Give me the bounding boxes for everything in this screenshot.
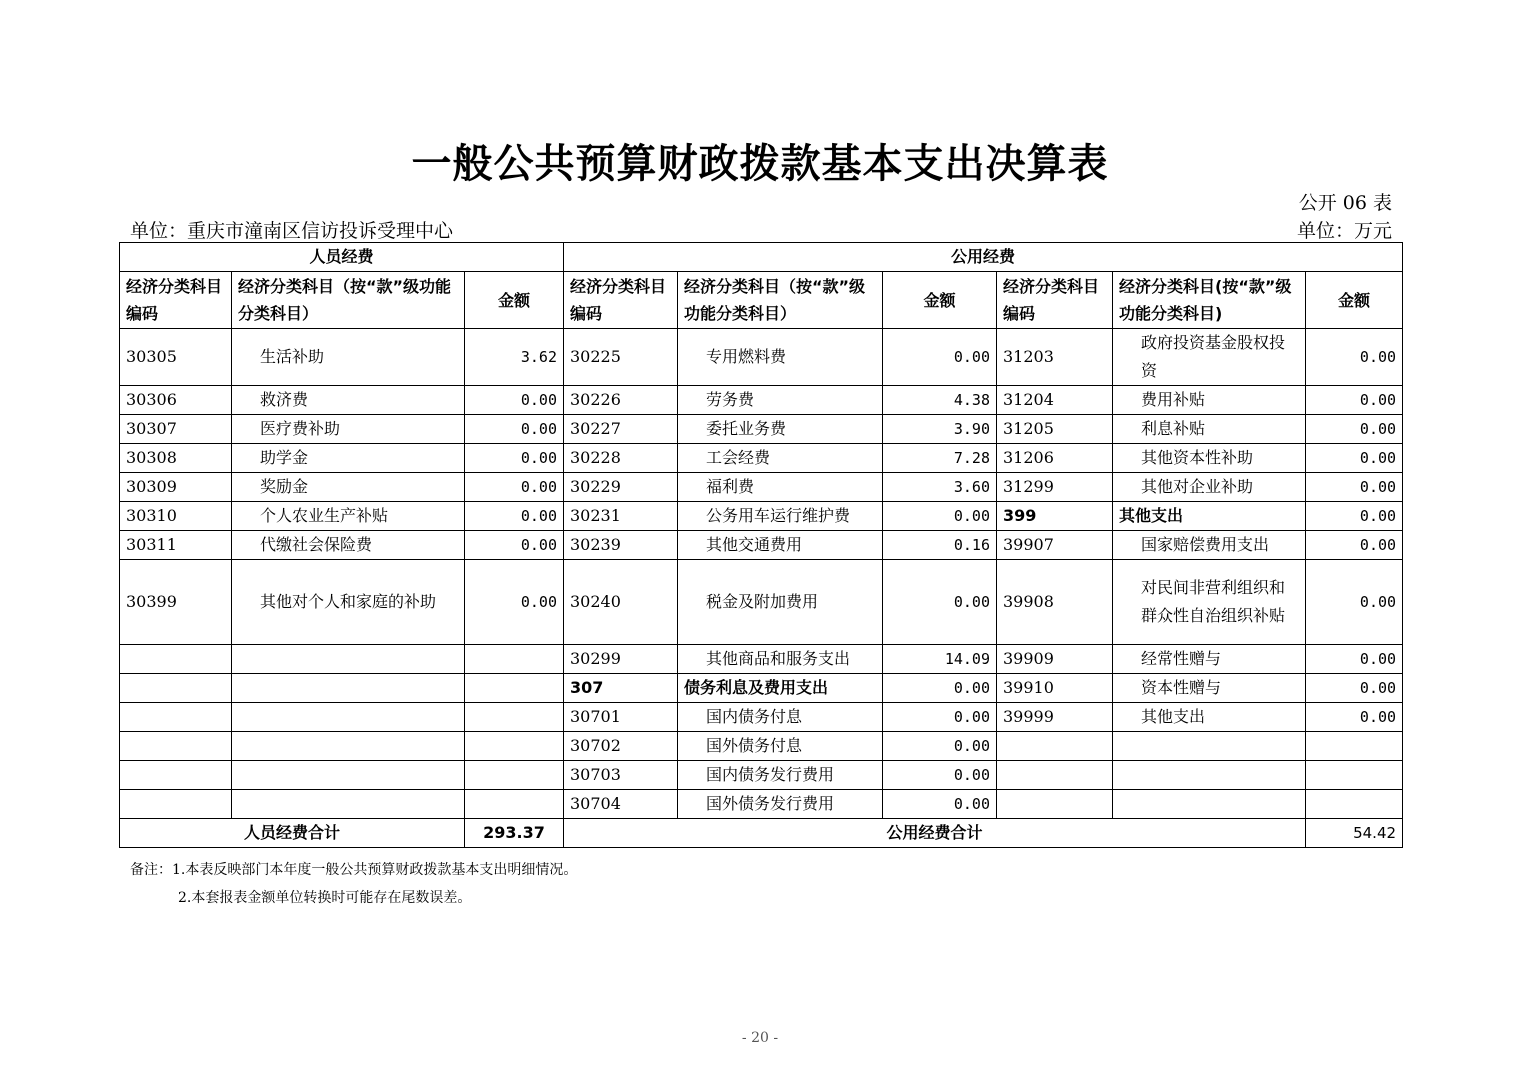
table-row [120,732,1403,761]
name-cell: 个人农业生产补贴 [232,502,465,531]
amount-cell [1306,790,1403,819]
personnel-total-amount: 293.37 [465,819,564,848]
name-cell: 助学金 [232,444,465,473]
code-cell: 30299 [564,645,678,674]
code-cell: 30702 [564,732,678,761]
amount-cell: 0.00 [883,502,997,531]
public-total-label: 公用经费合计 [564,819,1306,848]
name-cell: 经常性赠与 [1113,645,1306,674]
amount-cell: 0.00 [883,703,997,732]
code-cell [997,790,1113,819]
page-number: - 20 - [741,1030,779,1046]
name-cell: 对民间非营利组织和群众性自治组织补贴 [1113,560,1306,645]
personnel-total-label: 人员经费合计 [120,819,465,848]
code-cell: 30311 [120,531,232,560]
column-header-row [120,272,1403,329]
amount-cell: 3.90 [883,415,997,444]
amount-cell: 0.00 [465,473,564,502]
public-total-amount: 54.42 [1306,819,1403,848]
code-cell: 31206 [997,444,1113,473]
amount-cell: 0.00 [883,560,997,645]
amount-cell: 0.00 [1306,531,1403,560]
name-cell: 奖励金 [232,473,465,502]
amount-cell: 0.00 [1306,674,1403,703]
code-cell: 31204 [997,386,1113,415]
code-cell [120,790,232,819]
name-cell: 其他支出 [1113,703,1306,732]
code-cell: 39999 [997,703,1113,732]
amount-cell [465,732,564,761]
name-cell: 税金及附加费用 [678,560,883,645]
total-row [120,819,1403,848]
amount-cell: 0.00 [883,674,997,703]
code-cell: 30308 [120,444,232,473]
amount-cell: 14.09 [883,645,997,674]
name-cell: 代缴社会保险费 [232,531,465,560]
name-cell: 国内债务付息 [678,703,883,732]
code-cell [120,645,232,674]
table-row [120,531,1403,560]
code-cell: 30305 [120,329,232,386]
amount-cell: 3.62 [465,329,564,386]
notes [130,856,577,912]
code-cell: 39908 [997,560,1113,645]
name-cell: 利息补贴 [1113,415,1306,444]
code-cell: 31299 [997,473,1113,502]
name-cell: 其他对企业补助 [1113,473,1306,502]
amount-cell [465,761,564,790]
table-row [120,415,1403,444]
code-cell: 30704 [564,790,678,819]
code-cell: 30703 [564,761,678,790]
name-cell: 资本性赠与 [1113,674,1306,703]
code-cell: 30231 [564,502,678,531]
group-header-row [120,243,1403,272]
code-cell: 30228 [564,444,678,473]
header-name: 经济分类科目(按“款”级功能分类科目) [1113,272,1306,329]
name-cell: 其他对个人和家庭的补助 [232,560,465,645]
amount-cell [1306,732,1403,761]
name-cell: 国外债务付息 [678,732,883,761]
name-cell: 委托业务费 [678,415,883,444]
amount-cell: 0.00 [883,761,997,790]
code-cell: 30307 [120,415,232,444]
amount-cell [465,645,564,674]
group-personnel: 人员经费 [120,243,564,272]
code-cell: 30225 [564,329,678,386]
name-cell: 公务用车运行维护费 [678,502,883,531]
amount-cell: 0.00 [1306,473,1403,502]
amount-cell: 0.00 [883,732,997,761]
name-cell: 医疗费补助 [232,415,465,444]
name-cell [232,732,465,761]
code-cell: 30310 [120,502,232,531]
amount-cell: 0.00 [1306,703,1403,732]
table-row [120,674,1403,703]
unit-money: 单位：万元 [1296,220,1392,242]
amount-cell: 0.00 [1306,415,1403,444]
amount-cell: 3.60 [883,473,997,502]
amount-cell: 0.00 [1306,386,1403,415]
name-cell: 其他资本性补助 [1113,444,1306,473]
header-name: 经济分类科目（按“款”级功能分类科目） [232,272,465,329]
header-code: 经济分类科目编码 [564,272,678,329]
code-cell: 30229 [564,473,678,502]
amount-cell [465,674,564,703]
amount-cell [465,790,564,819]
amount-cell: 4.38 [883,386,997,415]
page-title: 一般公共预算财政拨款基本支出决算表 [411,141,1109,187]
name-cell: 债务利息及费用支出 [678,674,883,703]
name-cell: 费用补贴 [1113,386,1306,415]
amount-cell: 7.28 [883,444,997,473]
code-cell: 30239 [564,531,678,560]
amount-cell: 0.00 [1306,444,1403,473]
table-row [120,761,1403,790]
amount-cell: 0.00 [1306,645,1403,674]
table-body [120,329,1403,819]
code-cell: 31205 [997,415,1113,444]
name-cell: 其他支出 [1113,502,1306,531]
code-cell: 30399 [120,560,232,645]
amount-cell: 0.00 [1306,560,1403,645]
code-cell: 39907 [997,531,1113,560]
note-1: 备注：1.本表反映部门本年度一般公共预算财政拨款基本支出明细情况。 [130,862,578,878]
name-cell: 国外债务发行费用 [678,790,883,819]
amount-cell: 0.16 [883,531,997,560]
table-row [120,703,1403,732]
code-cell: 30306 [120,386,232,415]
code-cell [120,674,232,703]
name-cell [232,761,465,790]
name-cell: 生活补助 [232,329,465,386]
name-cell: 政府投资基金股权投资 [1113,329,1306,386]
name-cell: 劳务费 [678,386,883,415]
name-cell: 其他交通费用 [678,531,883,560]
expenditure-table [119,242,1403,848]
code-cell: 30227 [564,415,678,444]
amount-cell: 0.00 [465,502,564,531]
name-cell: 福利费 [678,473,883,502]
amount-cell: 0.00 [883,790,997,819]
name-cell [232,790,465,819]
name-cell: 工会经费 [678,444,883,473]
code-cell [997,732,1113,761]
amount-cell: 0.00 [1306,502,1403,531]
table-row [120,645,1403,674]
header-amount: 金额 [883,272,997,329]
code-cell: 39909 [997,645,1113,674]
name-cell [1113,732,1306,761]
code-cell [120,761,232,790]
amount-cell: 0.00 [883,329,997,386]
name-cell [1113,761,1306,790]
group-public: 公用经费 [564,243,1403,272]
code-cell: 31203 [997,329,1113,386]
form-number: 公开 06 表 [1298,192,1392,214]
code-cell [120,732,232,761]
code-cell: 39910 [997,674,1113,703]
table-row [120,386,1403,415]
unit-organization: 单位：重庆市潼南区信访投诉受理中心 [130,220,454,242]
name-cell [232,645,465,674]
table-row [120,502,1403,531]
header-code: 经济分类科目编码 [120,272,232,329]
note-2: 2.本套报表金额单位转换时可能存在尾数误差。 [178,890,472,906]
amount-cell: 0.00 [465,560,564,645]
code-cell [997,761,1113,790]
name-cell: 其他商品和服务支出 [678,645,883,674]
code-cell: 30240 [564,560,678,645]
header-amount: 金额 [1306,272,1403,329]
table-row [120,444,1403,473]
amount-cell: 0.00 [465,386,564,415]
amount-cell: 0.00 [465,444,564,473]
amount-cell [1306,761,1403,790]
code-cell [120,703,232,732]
code-cell: 30701 [564,703,678,732]
table-row [120,329,1403,386]
header-amount: 金额 [465,272,564,329]
name-cell [1113,790,1306,819]
table-row [120,790,1403,819]
table-row [120,560,1403,645]
header-code: 经济分类科目编码 [997,272,1113,329]
name-cell: 国家赔偿费用支出 [1113,531,1306,560]
name-cell: 国内债务发行费用 [678,761,883,790]
amount-cell [465,703,564,732]
name-cell [232,674,465,703]
code-cell: 399 [997,502,1113,531]
amount-cell: 0.00 [465,531,564,560]
header-name: 经济分类科目（按“款”级功能分类科目） [678,272,883,329]
name-cell [232,703,465,732]
code-cell: 307 [564,674,678,703]
table-row [120,473,1403,502]
code-cell: 30226 [564,386,678,415]
amount-cell: 0.00 [465,415,564,444]
code-cell: 30309 [120,473,232,502]
amount-cell: 0.00 [1306,329,1403,386]
name-cell: 救济费 [232,386,465,415]
name-cell: 专用燃料费 [678,329,883,386]
